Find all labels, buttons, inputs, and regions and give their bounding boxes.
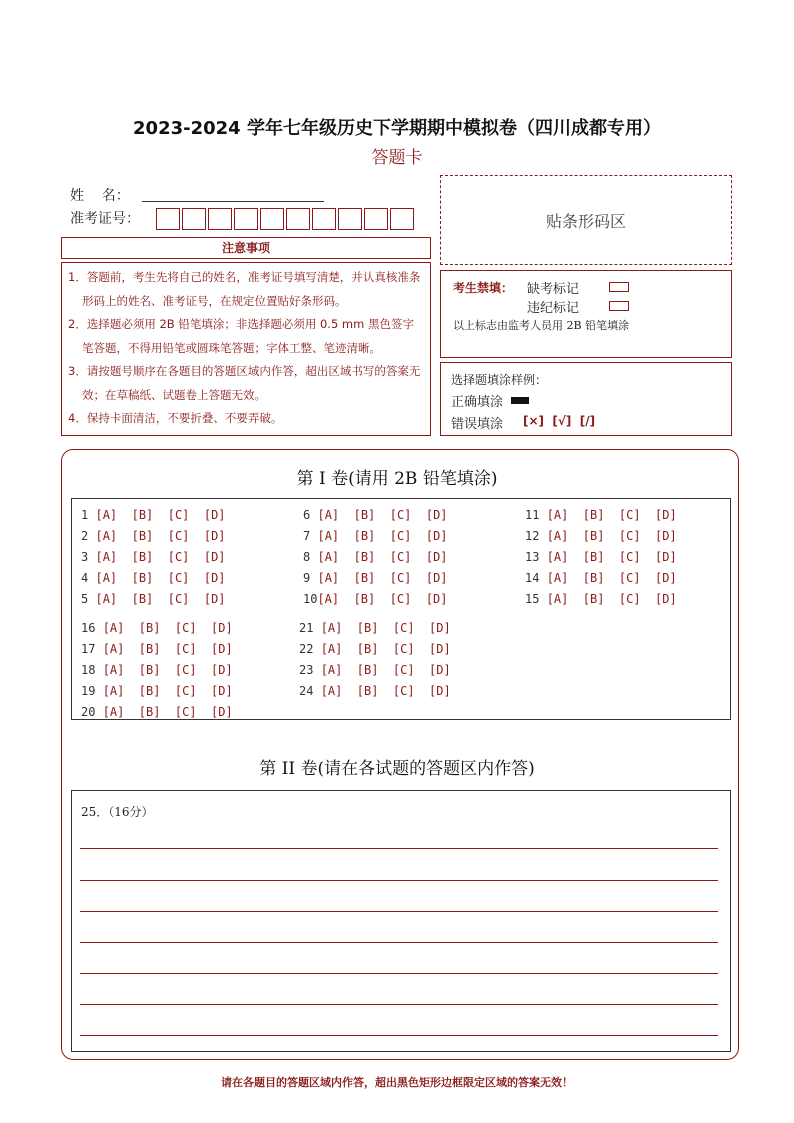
correct-fill-sample [511, 397, 529, 404]
mc-row[interactable]: 20 [A] [B] [C] [D] [81, 705, 233, 719]
mc-row[interactable]: 23 [A] [B] [C] [D] [299, 663, 451, 677]
correct-fill-label: 正确填涂 [451, 395, 504, 410]
barcode-area [440, 175, 732, 265]
sample-title: 选择题填涂样例： [451, 373, 548, 387]
mc-row[interactable]: 5 [A] [B] [C] [D] [81, 592, 226, 606]
exam-id-boxes[interactable] [156, 208, 416, 230]
forbid-note: 以上标志由监考人员用 2B 铅笔填涂 [453, 319, 630, 332]
mc-row[interactable]: 4 [A] [B] [C] [D] [81, 571, 226, 585]
mc-row[interactable]: 10[A] [B] [C] [D] [303, 592, 448, 606]
id-digit-box[interactable] [390, 208, 414, 230]
mc-row[interactable]: 1 [A] [B] [C] [D] [81, 508, 226, 522]
id-digit-box[interactable] [234, 208, 258, 230]
mc-row[interactable]: 17 [A] [B] [C] [D] [81, 642, 233, 656]
violation-mark-box[interactable] [609, 301, 629, 311]
mc-row[interactable]: 18 [A] [B] [C] [D] [81, 663, 233, 677]
absent-mark-box[interactable] [609, 282, 629, 292]
footer-note: 请在各题目的答题区域内作答，超出黑色矩形边框限定区域的答案无效！ [221, 1076, 573, 1089]
mc-column [81, 621, 233, 719]
mc-row[interactable]: 15 [A] [B] [C] [D] [525, 592, 677, 606]
mc-row[interactable]: 2 [A] [B] [C] [D] [81, 529, 226, 543]
section1-title: 第 I 卷(请用 2B 铅笔填涂) [296, 469, 498, 489]
mc-row[interactable]: 13 [A] [B] [C] [D] [525, 550, 677, 564]
violation-label: 违纪标记 [527, 301, 580, 316]
exam-id-label: 准考证号： [70, 211, 140, 227]
fill-sample-box [440, 362, 732, 436]
barcode-label: 贴条形码区 [545, 211, 626, 231]
mc-column [303, 508, 448, 606]
notice-list [61, 262, 431, 436]
section2-title: 第 II 卷(请在各试题的答题区内作答) [259, 759, 535, 779]
id-digit-box[interactable] [338, 208, 362, 230]
notice-title: 注意事项 [61, 237, 431, 259]
page-subtitle: 答题卡 [371, 148, 423, 168]
mc-row[interactable]: 19 [A] [B] [C] [D] [81, 684, 233, 698]
answer-line [80, 880, 718, 881]
forbidden-fill-box [440, 270, 732, 358]
mc-row[interactable]: 6 [A] [B] [C] [D] [303, 508, 448, 522]
mc-row[interactable]: 3 [A] [B] [C] [D] [81, 550, 226, 564]
essay-answer-box[interactable] [71, 790, 731, 1052]
notice-item: 3．请按题号顺序在各题目的答题区域内作答，超出区域书写的答案无效；在草稿纸、试题卷上答题无效。 [68, 364, 421, 402]
mc-row[interactable]: 22 [A] [B] [C] [D] [299, 642, 451, 656]
forbid-label: 考生禁填： [453, 281, 514, 295]
answer-line [80, 848, 718, 849]
mc-row[interactable]: 12 [A] [B] [C] [D] [525, 529, 677, 543]
wrong-fill-label: 错误填涂 [451, 417, 504, 432]
name-label: 姓 名： [70, 188, 130, 204]
mc-row[interactable]: 8 [A] [B] [C] [D] [303, 550, 448, 564]
id-digit-box[interactable] [208, 208, 232, 230]
id-digit-box[interactable] [312, 208, 336, 230]
mc-column [525, 508, 677, 606]
mc-column [81, 508, 226, 606]
mc-row[interactable]: 16 [A] [B] [C] [D] [81, 621, 233, 635]
notice-item: 2．选择题必须用 2B 铅笔填涂；非选择题必须用 0.5 mm 黑色签字笔答题，不得用铅笔或圆珠笔答题；字体工整、笔迹清晰。 [68, 317, 414, 355]
mc-row[interactable]: 14 [A] [B] [C] [D] [525, 571, 677, 585]
answer-line [80, 942, 718, 943]
id-digit-box[interactable] [364, 208, 388, 230]
wrong-fill-samples: [×] [√] [/] [523, 414, 596, 428]
absent-label: 缺考标记 [527, 282, 580, 297]
id-digit-box[interactable] [286, 208, 310, 230]
answer-line [80, 1035, 718, 1036]
id-digit-box[interactable] [182, 208, 206, 230]
mc-row[interactable]: 9 [A] [B] [C] [D] [303, 571, 448, 585]
mc-row[interactable]: 24 [A] [B] [C] [D] [299, 684, 451, 698]
mc-column [299, 621, 451, 698]
answer-line [80, 973, 718, 974]
name-input-line[interactable] [142, 201, 324, 202]
answer-line [80, 911, 718, 912]
mc-row[interactable]: 11 [A] [B] [C] [D] [525, 508, 677, 522]
id-digit-box[interactable] [156, 208, 180, 230]
answer-line [80, 1004, 718, 1005]
multiple-choice-box [71, 498, 731, 720]
mc-row[interactable]: 7 [A] [B] [C] [D] [303, 529, 448, 543]
notice-item: 4．保持卡面清洁，不要折叠、不要弄破。 [68, 411, 283, 425]
id-digit-box[interactable] [260, 208, 284, 230]
mc-row[interactable]: 21 [A] [B] [C] [D] [299, 621, 451, 635]
notice-item: 1．答题前，考生先将自己的姓名，准考证号填写清楚，并认真核准条形码上的姓名、准考证号，在规定位置贴好条形码。 [68, 270, 421, 308]
question-label: 25．（16分） [81, 805, 154, 819]
page-title: 2023-2024 学年七年级历史下学期期中模拟卷（四川成都专用） [133, 118, 661, 139]
